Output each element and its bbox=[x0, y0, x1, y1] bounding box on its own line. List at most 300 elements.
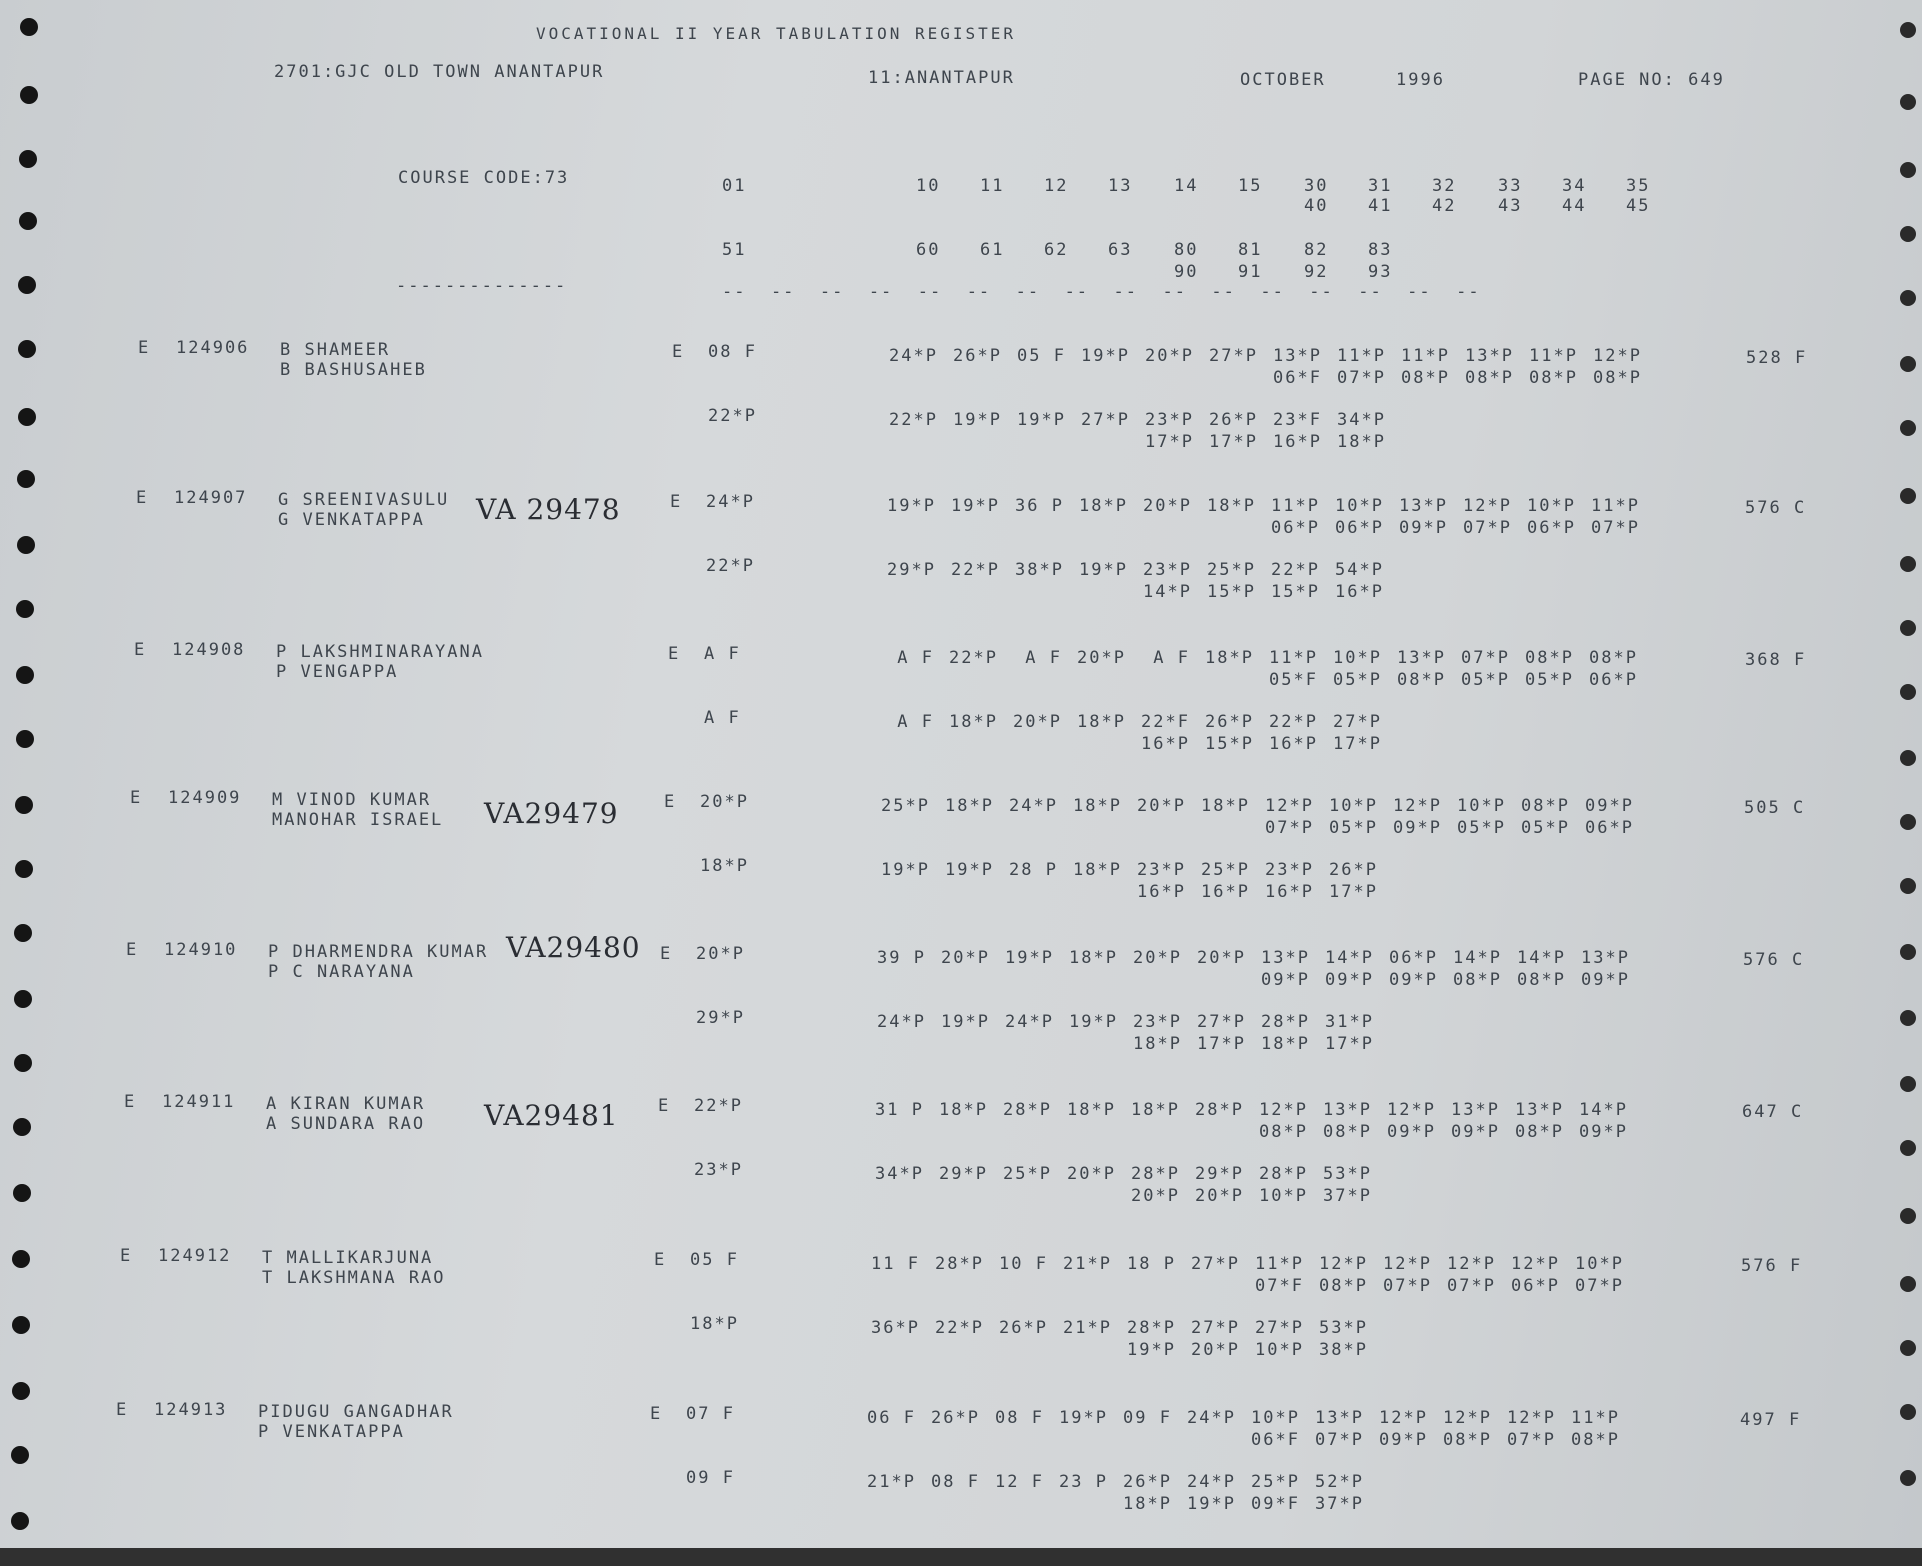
punch-hole bbox=[19, 212, 37, 230]
medium-code: E bbox=[124, 1092, 137, 1112]
subject-marks-row-1b bbox=[1260, 818, 1644, 838]
course-code: COURSE CODE:73 bbox=[398, 168, 570, 188]
mark-cell: 05*P bbox=[1521, 818, 1570, 838]
language-2-marks: A F bbox=[704, 708, 741, 728]
subject-marks-row-2b bbox=[1128, 1034, 1384, 1054]
punch-hole bbox=[14, 1054, 32, 1072]
mark-cell: 10 F bbox=[999, 1254, 1048, 1274]
subject-marks-row-1b bbox=[1250, 1276, 1634, 1296]
mark-cell: 08*P bbox=[1529, 368, 1578, 388]
medium-code: E bbox=[126, 940, 139, 960]
mark-cell: 05 F bbox=[1017, 346, 1066, 366]
student-name: T MALLIKARJUNA bbox=[262, 1248, 434, 1268]
subject-marks-row-2 bbox=[876, 860, 1388, 880]
hall-ticket-number: 124907 bbox=[174, 488, 248, 508]
father-name: P VENGAPPA bbox=[276, 662, 399, 682]
mark-cell: 18*P bbox=[1205, 648, 1254, 668]
column-code: 51 bbox=[722, 240, 747, 260]
mark-cell: 12*P bbox=[1259, 1100, 1308, 1120]
column-code: 12 bbox=[1044, 176, 1069, 196]
mark-cell: 28*P bbox=[1261, 1012, 1310, 1032]
column-code: 90 bbox=[1174, 262, 1199, 282]
mark-cell: 08*P bbox=[1521, 796, 1570, 816]
punch-hole bbox=[12, 1250, 30, 1268]
language-2-marks: 22*P bbox=[706, 556, 755, 576]
mark-cell: 22*P bbox=[1269, 712, 1318, 732]
mark-cell: 31*P bbox=[1325, 1012, 1374, 1032]
language-medium: E bbox=[668, 644, 681, 664]
handwritten-roll-number: VA29479 bbox=[484, 797, 619, 830]
mark-cell: 26*P bbox=[1123, 1472, 1172, 1492]
punch-hole bbox=[13, 1184, 31, 1202]
mark-cell: 14*P bbox=[1453, 948, 1502, 968]
mark-cell: 14*P bbox=[1325, 948, 1374, 968]
punch-hole bbox=[20, 86, 38, 104]
mark-cell: 28 P bbox=[1009, 860, 1058, 880]
mark-cell: 05*P bbox=[1461, 670, 1510, 690]
subject-marks-row-1b bbox=[1246, 1430, 1630, 1450]
subject-marks-row-2b bbox=[1126, 1186, 1382, 1206]
mark-cell: 36*P bbox=[871, 1318, 920, 1338]
punch-hole bbox=[20, 18, 38, 36]
mark-cell: 26*P bbox=[999, 1318, 1048, 1338]
subject-marks-row-2 bbox=[880, 712, 1392, 732]
mark-cell: 12*P bbox=[1507, 1408, 1556, 1428]
mark-cell: 19*P bbox=[1187, 1494, 1236, 1514]
mark-cell: 13*P bbox=[1261, 948, 1310, 968]
mark-cell: 07*P bbox=[1265, 818, 1314, 838]
page-number: PAGE NO: 649 bbox=[1578, 70, 1725, 90]
student-name: G SREENIVASULU bbox=[278, 490, 450, 510]
exam-year: 1996 bbox=[1396, 70, 1445, 90]
language-2-marks: 29*P bbox=[696, 1008, 745, 1028]
column-code: 13 bbox=[1108, 176, 1133, 196]
punch-hole bbox=[1900, 556, 1916, 572]
mark-cell: 10*P bbox=[1255, 1340, 1304, 1360]
mark-cell: 08*P bbox=[1593, 368, 1642, 388]
punch-hole bbox=[1900, 750, 1916, 766]
column-code: 62 bbox=[1044, 240, 1069, 260]
punch-hole bbox=[1900, 944, 1916, 960]
mark-cell: 19*P bbox=[945, 860, 994, 880]
mark-cell: 19*P bbox=[941, 1012, 990, 1032]
mark-cell: 16*P bbox=[1141, 734, 1190, 754]
mark-cell: 20*P bbox=[1137, 796, 1186, 816]
mark-cell: 37*P bbox=[1315, 1494, 1364, 1514]
mark-cell: 19*P bbox=[1017, 410, 1066, 430]
mark-cell: 20*P bbox=[1197, 948, 1246, 968]
mark-cell: 18*P bbox=[1073, 860, 1122, 880]
column-code: 34 bbox=[1562, 176, 1587, 196]
mark-cell: 14*P bbox=[1579, 1100, 1628, 1120]
total-result: 505 C bbox=[1744, 798, 1806, 818]
student-name: B SHAMEER bbox=[280, 340, 391, 360]
subject-marks-row-2 bbox=[870, 1164, 1382, 1184]
mark-cell: 19*P bbox=[1079, 560, 1128, 580]
mark-cell: 18*P bbox=[1133, 1034, 1182, 1054]
mark-cell: 13*P bbox=[1399, 496, 1448, 516]
language-1-marks: 20*P bbox=[700, 792, 749, 812]
mark-cell: 29*P bbox=[939, 1164, 988, 1184]
punch-hole bbox=[1900, 1208, 1916, 1224]
mark-cell: 13*P bbox=[1581, 948, 1630, 968]
mark-cell: 19*P bbox=[951, 496, 1000, 516]
total-result: 576 F bbox=[1741, 1256, 1803, 1276]
mark-cell: 07*P bbox=[1315, 1430, 1364, 1450]
column-code: 83 bbox=[1368, 240, 1393, 260]
language-1-marks: 20*P bbox=[696, 944, 745, 964]
mark-cell: 09*P bbox=[1585, 796, 1634, 816]
column-dash-line: -- -- -- -- -- -- -- -- -- -- -- -- -- -- -- -- bbox=[722, 282, 1481, 302]
mark-cell: 20*P bbox=[1195, 1186, 1244, 1206]
mark-cell: 08*P bbox=[1525, 648, 1574, 668]
column-code: 32 bbox=[1432, 176, 1457, 196]
mark-cell: 11*P bbox=[1571, 1408, 1620, 1428]
mark-cell: 19*P bbox=[1005, 948, 1054, 968]
language-medium: E bbox=[650, 1404, 663, 1424]
punch-hole bbox=[1900, 1140, 1916, 1156]
mark-cell: A F bbox=[897, 648, 934, 668]
punch-hole bbox=[14, 990, 32, 1008]
mark-cell: 27*P bbox=[1191, 1254, 1240, 1274]
column-code: 81 bbox=[1238, 240, 1263, 260]
mark-cell: 09*P bbox=[1579, 1122, 1628, 1142]
mark-cell: 07*P bbox=[1447, 1276, 1496, 1296]
mark-cell: 22*P bbox=[951, 560, 1000, 580]
mark-cell: 05*P bbox=[1525, 670, 1574, 690]
mark-cell: 12*P bbox=[1265, 796, 1314, 816]
mark-cell: 11*P bbox=[1337, 346, 1386, 366]
mark-cell: 18*P bbox=[1069, 948, 1118, 968]
medium-code: E bbox=[138, 338, 151, 358]
punch-hole bbox=[12, 1382, 30, 1400]
mark-cell: 20*P bbox=[1077, 648, 1126, 668]
punch-hole bbox=[1900, 356, 1916, 372]
mark-cell: 34*P bbox=[1337, 410, 1386, 430]
mark-cell: 27*P bbox=[1081, 410, 1130, 430]
mark-cell: 07*P bbox=[1575, 1276, 1624, 1296]
mark-cell: 27*P bbox=[1191, 1318, 1240, 1338]
mark-cell: 18 P bbox=[1127, 1254, 1176, 1274]
mark-cell: 11*P bbox=[1271, 496, 1320, 516]
mark-cell: 06*P bbox=[1271, 518, 1320, 538]
mark-cell: 08 F bbox=[995, 1408, 1044, 1428]
mark-cell: 20*P bbox=[1143, 496, 1192, 516]
subject-marks-row-1 bbox=[870, 1100, 1638, 1120]
language-1-marks: 24*P bbox=[706, 492, 755, 512]
punch-hole bbox=[17, 470, 35, 488]
punch-hole bbox=[11, 1512, 29, 1530]
punch-hole bbox=[1900, 878, 1916, 894]
subject-marks-row-2b bbox=[1138, 582, 1394, 602]
student-name: P DHARMENDRA KUMAR bbox=[268, 942, 489, 962]
mark-cell: 26*P bbox=[931, 1408, 980, 1428]
mark-cell: 07*F bbox=[1255, 1276, 1304, 1296]
language-medium: E bbox=[654, 1250, 667, 1270]
language-medium: E bbox=[670, 492, 683, 512]
mark-cell: 11*P bbox=[1529, 346, 1578, 366]
mark-cell: 17*P bbox=[1333, 734, 1382, 754]
mark-cell: 29*P bbox=[887, 560, 936, 580]
handwritten-roll-number: VA 29478 bbox=[476, 493, 621, 526]
punch-hole bbox=[1900, 22, 1916, 38]
mark-cell: 12*P bbox=[1463, 496, 1512, 516]
mark-cell: 09*P bbox=[1379, 1430, 1428, 1450]
mark-cell: 28*P bbox=[1003, 1100, 1052, 1120]
mark-cell: 11*P bbox=[1269, 648, 1318, 668]
mark-cell: 18*P bbox=[949, 712, 998, 732]
mark-cell: 25*P bbox=[1201, 860, 1250, 880]
mark-cell: 06*F bbox=[1273, 368, 1322, 388]
column-code: 01 bbox=[722, 176, 747, 196]
mark-cell: 06*P bbox=[1527, 518, 1576, 538]
language-medium: E bbox=[672, 342, 685, 362]
mark-cell: 12*P bbox=[1387, 1100, 1436, 1120]
subject-marks-row-1 bbox=[866, 1254, 1634, 1274]
mark-cell: 23*P bbox=[1137, 860, 1186, 880]
punch-hole bbox=[18, 276, 36, 294]
subject-marks-row-2 bbox=[884, 410, 1396, 430]
subject-marks-row-2b bbox=[1132, 882, 1388, 902]
hall-ticket-number: 124911 bbox=[162, 1092, 236, 1112]
mark-cell: 06*P bbox=[1335, 518, 1384, 538]
mark-cell: 27*P bbox=[1209, 346, 1258, 366]
mark-cell: 28*P bbox=[1195, 1100, 1244, 1120]
subject-marks-row-2 bbox=[882, 560, 1394, 580]
mark-cell: 08*P bbox=[1323, 1122, 1372, 1142]
mark-cell: 12*P bbox=[1443, 1408, 1492, 1428]
mark-cell: 16*P bbox=[1335, 582, 1384, 602]
mark-cell: 18*P bbox=[945, 796, 994, 816]
mark-cell: A F bbox=[1025, 648, 1062, 668]
total-result: 576 C bbox=[1743, 950, 1805, 970]
mark-cell: 11 F bbox=[871, 1254, 920, 1274]
mark-cell: 28*P bbox=[935, 1254, 984, 1274]
handwritten-roll-number: VA29481 bbox=[484, 1099, 619, 1132]
mark-cell: 24*P bbox=[889, 346, 938, 366]
mark-cell: 11*P bbox=[1591, 496, 1640, 516]
mark-cell: 10*P bbox=[1251, 1408, 1300, 1428]
subject-marks-row-2 bbox=[862, 1472, 1374, 1492]
punch-hole bbox=[17, 536, 35, 554]
column-code: 11 bbox=[980, 176, 1005, 196]
punch-hole bbox=[1900, 1076, 1916, 1092]
medium-code: E bbox=[134, 640, 147, 660]
subject-marks-row-1b bbox=[1266, 518, 1650, 538]
language-2-marks: 23*P bbox=[694, 1160, 743, 1180]
mark-cell: 13*P bbox=[1397, 648, 1446, 668]
mark-cell: 19*P bbox=[953, 410, 1002, 430]
mark-cell: 21*P bbox=[867, 1472, 916, 1492]
mark-cell: 17*P bbox=[1329, 882, 1378, 902]
mark-cell: 53*P bbox=[1319, 1318, 1368, 1338]
mark-cell: 36 P bbox=[1015, 496, 1064, 516]
mark-cell: 19*P bbox=[1127, 1340, 1176, 1360]
mark-cell: 18*P bbox=[1207, 496, 1256, 516]
column-code: 41 bbox=[1368, 196, 1393, 216]
mark-cell: 38*P bbox=[1319, 1340, 1368, 1360]
mark-cell: 08*P bbox=[1443, 1430, 1492, 1450]
mark-cell: 19*P bbox=[1069, 1012, 1118, 1032]
punch-hole bbox=[1900, 684, 1916, 700]
mark-cell: 10*P bbox=[1335, 496, 1384, 516]
mark-cell: 14*P bbox=[1143, 582, 1192, 602]
father-name: P VENKATAPPA bbox=[258, 1422, 405, 1442]
mark-cell: 20*P bbox=[1013, 712, 1062, 732]
mark-cell: 18*P bbox=[1123, 1494, 1172, 1514]
mark-cell: 11*P bbox=[1401, 346, 1450, 366]
mark-cell: 09*P bbox=[1261, 970, 1310, 990]
mark-cell: 12*P bbox=[1593, 346, 1642, 366]
mark-cell: 25*P bbox=[1251, 1472, 1300, 1492]
mark-cell: 08*P bbox=[1517, 970, 1566, 990]
column-code: 40 bbox=[1304, 196, 1329, 216]
column-code: 82 bbox=[1304, 240, 1329, 260]
column-code: 92 bbox=[1304, 262, 1329, 282]
mark-cell: 22*P bbox=[1271, 560, 1320, 580]
district-name: 11:ANANTAPUR bbox=[868, 68, 1015, 88]
subject-marks-row-1 bbox=[882, 496, 1650, 516]
mark-cell: 27*P bbox=[1197, 1012, 1246, 1032]
punch-hole bbox=[14, 924, 32, 942]
mark-cell: 24*P bbox=[1005, 1012, 1054, 1032]
mark-cell: A F bbox=[897, 712, 934, 732]
subject-marks-row-1 bbox=[872, 948, 1640, 968]
mark-cell: 07*P bbox=[1337, 368, 1386, 388]
mark-cell: 05*P bbox=[1457, 818, 1506, 838]
mark-cell: 28*P bbox=[1127, 1318, 1176, 1338]
mark-cell: 20*P bbox=[941, 948, 990, 968]
column-code: 14 bbox=[1174, 176, 1199, 196]
hall-ticket-number: 124913 bbox=[154, 1400, 228, 1420]
mark-cell: 08*P bbox=[1589, 648, 1638, 668]
mark-cell: 12*P bbox=[1393, 796, 1442, 816]
bottom-edge-shadow bbox=[0, 1548, 1922, 1566]
mark-cell: 18*P bbox=[1131, 1100, 1180, 1120]
column-code: 15 bbox=[1238, 176, 1263, 196]
mark-cell: 08*P bbox=[1401, 368, 1450, 388]
language-1-marks: A F bbox=[704, 644, 741, 664]
mark-cell: 10*P bbox=[1259, 1186, 1308, 1206]
mark-cell: 24*P bbox=[877, 1012, 926, 1032]
total-result: 528 F bbox=[1746, 348, 1808, 368]
mark-cell: 07*P bbox=[1507, 1430, 1556, 1450]
mark-cell: 06*P bbox=[1389, 948, 1438, 968]
subject-marks-row-2b bbox=[1118, 1494, 1374, 1514]
mark-cell: 23 P bbox=[1059, 1472, 1108, 1492]
mark-cell: 27*P bbox=[1255, 1318, 1304, 1338]
total-result: 368 F bbox=[1745, 650, 1807, 670]
subject-marks-row-1b bbox=[1256, 970, 1640, 990]
language-2-marks: 18*P bbox=[700, 856, 749, 876]
punch-hole bbox=[18, 340, 36, 358]
column-code: 44 bbox=[1562, 196, 1587, 216]
mark-cell: 21*P bbox=[1063, 1318, 1112, 1338]
total-result: 497 F bbox=[1740, 1410, 1802, 1430]
mark-cell: 07*P bbox=[1591, 518, 1640, 538]
mark-cell: 18*P bbox=[1073, 796, 1122, 816]
mark-cell: 07*P bbox=[1461, 648, 1510, 668]
column-code: 61 bbox=[980, 240, 1005, 260]
mark-cell: 09*P bbox=[1581, 970, 1630, 990]
mark-cell: 12 F bbox=[995, 1472, 1044, 1492]
punch-hole bbox=[1900, 1470, 1916, 1486]
register-title: VOCATIONAL II YEAR TABULATION REGISTER bbox=[536, 24, 1017, 43]
mark-cell: 08*P bbox=[1515, 1122, 1564, 1142]
student-name: P LAKSHMINARAYANA bbox=[276, 642, 484, 662]
mark-cell: 13*P bbox=[1273, 346, 1322, 366]
mark-cell: 10*P bbox=[1527, 496, 1576, 516]
mark-cell: 08*P bbox=[1319, 1276, 1368, 1296]
father-name: B BASHUSAHEB bbox=[280, 360, 427, 380]
punch-hole bbox=[1900, 1340, 1916, 1356]
punch-hole bbox=[12, 1316, 30, 1334]
mark-cell: 26*P bbox=[1205, 712, 1254, 732]
mark-cell: 15*P bbox=[1271, 582, 1320, 602]
mark-cell: 24*P bbox=[1187, 1408, 1236, 1428]
mark-cell: 22*P bbox=[889, 410, 938, 430]
mark-cell: 25*P bbox=[881, 796, 930, 816]
mark-cell: 23*P bbox=[1133, 1012, 1182, 1032]
mark-cell: 16*P bbox=[1201, 882, 1250, 902]
mark-cell: 18*P bbox=[939, 1100, 988, 1120]
subject-marks-row-1 bbox=[876, 796, 1644, 816]
mark-cell: 19*P bbox=[1081, 346, 1130, 366]
mark-cell: 06 F bbox=[867, 1408, 916, 1428]
student-name: M VINOD KUMAR bbox=[272, 790, 432, 810]
mark-cell: 28*P bbox=[1131, 1164, 1180, 1184]
column-code: 33 bbox=[1498, 176, 1523, 196]
column-code: 60 bbox=[916, 240, 941, 260]
mark-cell: 05*F bbox=[1269, 670, 1318, 690]
mark-cell: 28*P bbox=[1259, 1164, 1308, 1184]
subject-marks-row-1 bbox=[862, 1408, 1630, 1428]
college-name: 2701:GJC OLD TOWN ANANTAPUR bbox=[274, 62, 605, 82]
column-code: 42 bbox=[1432, 196, 1457, 216]
mark-cell: 09*P bbox=[1399, 518, 1448, 538]
language-medium: E bbox=[660, 944, 673, 964]
mark-cell: 18*P bbox=[1201, 796, 1250, 816]
mark-cell: 12*P bbox=[1379, 1408, 1428, 1428]
language-medium: E bbox=[664, 792, 677, 812]
mark-cell: 37*P bbox=[1323, 1186, 1372, 1206]
mark-cell: 09*P bbox=[1325, 970, 1374, 990]
mark-cell: 22*P bbox=[949, 648, 998, 668]
mark-cell: 20*P bbox=[1133, 948, 1182, 968]
mark-cell: 31 P bbox=[875, 1100, 924, 1120]
mark-cell: 13*P bbox=[1515, 1100, 1564, 1120]
mark-cell: A F bbox=[1153, 648, 1190, 668]
language-1-marks: 22*P bbox=[694, 1096, 743, 1116]
hall-ticket-number: 124909 bbox=[168, 788, 242, 808]
mark-cell: 23*P bbox=[1143, 560, 1192, 580]
mark-cell: 12*P bbox=[1383, 1254, 1432, 1274]
father-name: P C NARAYANA bbox=[268, 962, 415, 982]
punch-hole bbox=[15, 796, 33, 814]
hall-ticket-number: 124912 bbox=[158, 1246, 232, 1266]
language-2-marks: 22*P bbox=[708, 406, 757, 426]
mark-cell: 21*P bbox=[1063, 1254, 1112, 1274]
mark-cell: 07*P bbox=[1463, 518, 1512, 538]
language-medium: E bbox=[658, 1096, 671, 1116]
mark-cell: 16*P bbox=[1265, 882, 1314, 902]
mark-cell: 23*P bbox=[1145, 410, 1194, 430]
language-1-marks: 05 F bbox=[690, 1250, 739, 1270]
mark-cell: 16*P bbox=[1137, 882, 1186, 902]
mark-cell: 08 F bbox=[931, 1472, 980, 1492]
mark-cell: 18*P bbox=[1261, 1034, 1310, 1054]
column-code: 80 bbox=[1174, 240, 1199, 260]
